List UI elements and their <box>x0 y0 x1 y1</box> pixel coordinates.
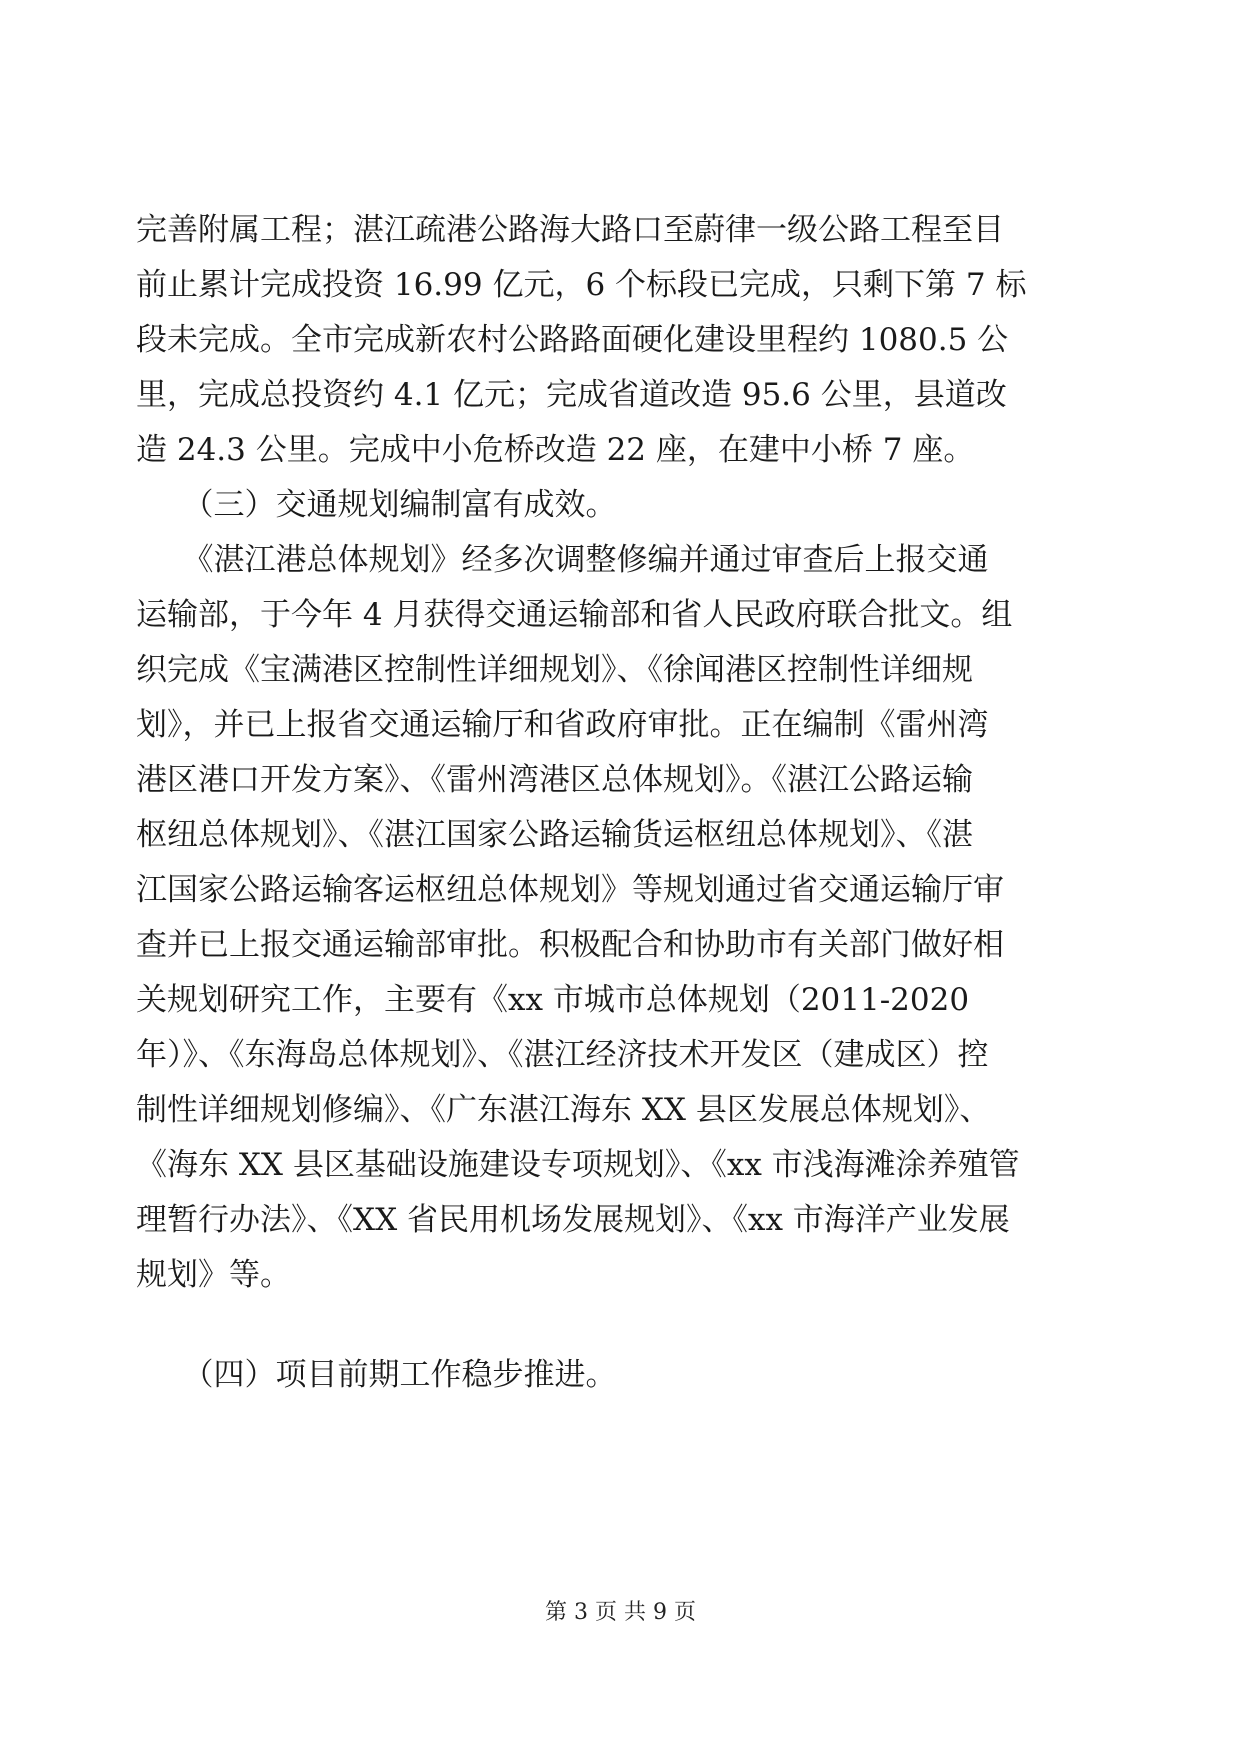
body-line: 规划》等。 <box>136 1257 291 1293</box>
body-line: 《海东 XX 县区基础设施建设专项规划》、《xx 市浅海滩涂养殖管 <box>136 1147 1020 1183</box>
body-line: 织完成《宝满港区控制性详细规划》、《徐闻港区控制性详细规 <box>136 652 973 688</box>
body-line: 前止累计完成投资 16.99 亿元，6 个标段已完成，只剩下第 7 标 <box>136 267 1027 303</box>
body-line: 关规划研究工作，主要有《xx 市城市总体规划（2011-2020 <box>136 982 970 1018</box>
body-line: 段未完成。全市完成新农村公路路面硬化建设里程约 1080.5 公 <box>136 322 1009 358</box>
body-line: 划》，并已上报省交通运输厅和省政府审批。正在编制《雷州湾 <box>136 707 989 743</box>
body-line: 运输部，于今年 4 月获得交通运输部和省人民政府联合批文。组 <box>136 597 1013 633</box>
body-line: 里，完成总投资约 4.1 亿元；完成省道改造 95.6 公里，县道改 <box>136 377 1007 413</box>
body-line: 枢纽总体规划》、《湛江国家公路运输货运枢纽总体规划》、《湛 <box>136 817 973 853</box>
body-line: 完善附属工程；湛江疏港公路海大路口至蔚律一级公路工程至目 <box>136 212 1004 248</box>
body-line: 江国家公路运输客运枢纽总体规划》等规划通过省交通运输厅审 <box>136 872 1004 908</box>
body-line: 年）》、《东海岛总体规划》、《湛江经济技术开发区（建成区）控 <box>136 1037 989 1073</box>
section-heading: （三）交通规划编制富有成效。 <box>136 487 617 523</box>
body-line: 《湛江港总体规划》经多次调整修编并通过审查后上报交通 <box>136 542 989 578</box>
body-line: 港区港口开发方案》、《雷州湾港区总体规划》。《湛江公路运输 <box>136 762 973 798</box>
page-number-footer: 第 3 页 共 9 页 <box>545 1600 696 1625</box>
body-line: 造 24.3 公里。完成中小危桥改造 22 座，在建中小桥 7 座。 <box>136 432 975 468</box>
section-heading: （四）项目前期工作稳步推进。 <box>136 1357 617 1393</box>
body-line: 理暂行办法》、《XX 省民用机场发展规划》、《xx 市海洋产业发展 <box>136 1202 1010 1238</box>
body-line: 制性详细规划修编》、《广东湛江海东 XX 县区发展总体规划》、 <box>136 1092 991 1128</box>
body-line: 查并已上报交通运输部审批。积极配合和协助市有关部门做好相 <box>136 927 1004 963</box>
